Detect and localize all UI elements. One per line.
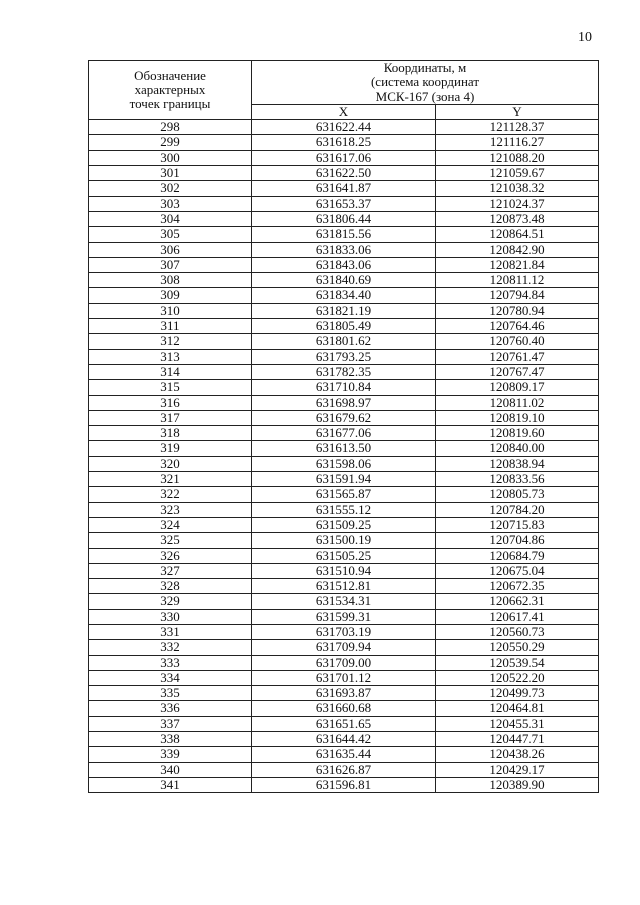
x-coordinate-cell: 631622.50	[252, 166, 436, 181]
point-header-line: характерных	[134, 81, 206, 97]
point-id-cell: 311	[89, 319, 252, 334]
y-coordinate-cell: 120764.46	[436, 319, 599, 334]
point-id-cell: 303	[89, 196, 252, 211]
point-id-cell: 326	[89, 548, 252, 563]
point-id-cell: 340	[89, 762, 252, 777]
x-coordinate-cell: 631679.62	[252, 410, 436, 425]
point-id-cell: 333	[89, 655, 252, 670]
x-coordinate-cell: 631500.19	[252, 533, 436, 548]
table-row	[89, 594, 599, 609]
point-id-cell: 321	[89, 472, 252, 487]
point-id-cell: 314	[89, 364, 252, 379]
table-row	[89, 701, 599, 716]
x-coordinate-cell: 631626.87	[252, 762, 436, 777]
point-id-cell: 318	[89, 426, 252, 441]
point-id-cell: 332	[89, 640, 252, 655]
y-coordinate-cell: 120522.20	[436, 670, 599, 685]
y-coordinate-cell: 120838.94	[436, 456, 599, 471]
table-header-row	[89, 61, 599, 105]
x-coordinate-cell: 631644.42	[252, 732, 436, 747]
y-coordinate-cell: 120684.79	[436, 548, 599, 563]
table-row	[89, 166, 599, 181]
x-coordinate-cell: 631653.37	[252, 196, 436, 211]
x-coordinate-cell: 631622.44	[252, 120, 436, 135]
point-id-cell: 334	[89, 670, 252, 685]
y-coordinate-cell: 120873.48	[436, 211, 599, 226]
table-row	[89, 319, 599, 334]
coordinates-header	[252, 61, 599, 105]
y-coordinate-cell: 120819.60	[436, 426, 599, 441]
y-coordinate-cell: 120840.00	[436, 441, 599, 456]
point-id-cell: 298	[89, 120, 252, 135]
table-row	[89, 380, 599, 395]
y-coordinate-cell: 121059.67	[436, 166, 599, 181]
y-coordinate-cell: 120819.10	[436, 410, 599, 425]
table-row	[89, 181, 599, 196]
y-coordinate-cell: 120809.17	[436, 380, 599, 395]
point-id-cell: 310	[89, 303, 252, 318]
point-id-cell: 341	[89, 777, 252, 792]
point-header-line: точек границы	[129, 96, 211, 112]
x-coordinate-cell: 631833.06	[252, 242, 436, 257]
x-coordinate-cell: 631677.06	[252, 426, 436, 441]
table-row	[89, 487, 599, 502]
point-id-cell: 317	[89, 410, 252, 425]
x-coordinate-cell: 631641.87	[252, 181, 436, 196]
point-id-cell: 316	[89, 395, 252, 410]
point-id-cell: 308	[89, 273, 252, 288]
table-row	[89, 288, 599, 303]
y-coordinate-cell: 120447.71	[436, 732, 599, 747]
point-id-cell: 337	[89, 716, 252, 731]
x-coordinate-cell: 631698.97	[252, 395, 436, 410]
point-id-cell: 330	[89, 609, 252, 624]
y-coordinate-cell: 120560.73	[436, 624, 599, 639]
x-coordinate-cell: 631793.25	[252, 349, 436, 364]
point-designation-header	[89, 61, 252, 120]
y-coordinate-cell: 120833.56	[436, 472, 599, 487]
table-row	[89, 364, 599, 379]
x-coordinate-cell: 631651.65	[252, 716, 436, 731]
point-id-cell: 312	[89, 334, 252, 349]
page-number: 10	[578, 30, 592, 45]
x-coordinate-cell: 631709.94	[252, 640, 436, 655]
point-header-line: Обозначение	[134, 67, 206, 83]
table-row	[89, 196, 599, 211]
x-coordinate-cell: 631840.69	[252, 273, 436, 288]
point-id-cell: 305	[89, 227, 252, 242]
x-coordinate-cell: 631599.31	[252, 609, 436, 624]
table-row	[89, 472, 599, 487]
point-id-cell: 327	[89, 563, 252, 578]
x-coordinate-cell: 631512.81	[252, 579, 436, 594]
x-coordinate-cell: 631509.25	[252, 517, 436, 532]
point-id-cell: 307	[89, 257, 252, 272]
y-coordinate-cell: 120455.31	[436, 716, 599, 731]
point-id-cell: 331	[89, 624, 252, 639]
point-id-cell: 320	[89, 456, 252, 471]
table-row	[89, 502, 599, 517]
x-coordinate-cell: 631660.68	[252, 701, 436, 716]
table-row	[89, 686, 599, 701]
y-coordinate-cell: 120811.02	[436, 395, 599, 410]
point-id-cell: 315	[89, 380, 252, 395]
point-id-cell: 299	[89, 135, 252, 150]
point-id-cell: 301	[89, 166, 252, 181]
table-row	[89, 150, 599, 165]
x-coordinate-cell: 631618.25	[252, 135, 436, 150]
table-row	[89, 257, 599, 272]
point-id-cell: 313	[89, 349, 252, 364]
x-coordinate-cell: 631843.06	[252, 257, 436, 272]
table-row	[89, 410, 599, 425]
x-column-header: X	[252, 104, 436, 119]
y-coordinate-cell: 120672.35	[436, 579, 599, 594]
y-coordinate-cell: 120767.47	[436, 364, 599, 379]
y-coordinate-cell: 120617.41	[436, 609, 599, 624]
x-coordinate-cell: 631591.94	[252, 472, 436, 487]
y-coordinate-cell: 120794.84	[436, 288, 599, 303]
point-id-cell: 323	[89, 502, 252, 517]
table-row	[89, 732, 599, 747]
y-coordinate-cell: 120715.83	[436, 517, 599, 532]
y-coordinate-cell: 120662.31	[436, 594, 599, 609]
point-id-cell: 329	[89, 594, 252, 609]
point-id-cell: 309	[89, 288, 252, 303]
x-coordinate-cell: 631596.81	[252, 777, 436, 792]
point-id-cell: 302	[89, 181, 252, 196]
table-row	[89, 242, 599, 257]
y-coordinate-cell: 120499.73	[436, 686, 599, 701]
x-coordinate-cell: 631703.19	[252, 624, 436, 639]
x-coordinate-cell: 631693.87	[252, 686, 436, 701]
x-coordinate-cell: 631701.12	[252, 670, 436, 685]
x-coordinate-cell: 631782.35	[252, 364, 436, 379]
x-coordinate-cell: 631555.12	[252, 502, 436, 517]
x-coordinate-cell: 631806.44	[252, 211, 436, 226]
table-row	[89, 655, 599, 670]
y-coordinate-cell: 120811.12	[436, 273, 599, 288]
table-row	[89, 762, 599, 777]
y-coordinate-cell: 120704.86	[436, 533, 599, 548]
x-coordinate-cell: 631635.44	[252, 747, 436, 762]
x-coordinate-cell: 631805.49	[252, 319, 436, 334]
table-row	[89, 441, 599, 456]
y-coordinate-cell: 120784.20	[436, 502, 599, 517]
x-coordinate-cell: 631617.06	[252, 150, 436, 165]
x-coordinate-cell: 631801.62	[252, 334, 436, 349]
y-coordinate-cell: 120842.90	[436, 242, 599, 257]
table-row	[89, 227, 599, 242]
point-id-cell: 325	[89, 533, 252, 548]
point-id-cell: 335	[89, 686, 252, 701]
table-row	[89, 548, 599, 563]
table-row	[89, 563, 599, 578]
table-row	[89, 747, 599, 762]
table-row	[89, 120, 599, 135]
point-id-cell: 322	[89, 487, 252, 502]
table-row	[89, 456, 599, 471]
y-coordinate-cell: 120821.84	[436, 257, 599, 272]
y-coordinate-cell: 120675.04	[436, 563, 599, 578]
point-id-cell: 339	[89, 747, 252, 762]
y-coordinate-cell: 121038.32	[436, 181, 599, 196]
point-id-cell: 338	[89, 732, 252, 747]
table-row	[89, 211, 599, 226]
table-row	[89, 777, 599, 792]
table-row	[89, 609, 599, 624]
x-coordinate-cell: 631598.06	[252, 456, 436, 471]
x-coordinate-cell: 631834.40	[252, 288, 436, 303]
point-id-cell: 336	[89, 701, 252, 716]
x-coordinate-cell: 631815.56	[252, 227, 436, 242]
table-row	[89, 533, 599, 548]
table-row	[89, 640, 599, 655]
table-row	[89, 670, 599, 685]
point-id-cell: 306	[89, 242, 252, 257]
x-coordinate-cell: 631613.50	[252, 441, 436, 456]
y-coordinate-cell: 120780.94	[436, 303, 599, 318]
table-row	[89, 517, 599, 532]
x-coordinate-cell: 631510.94	[252, 563, 436, 578]
x-coordinate-cell: 631710.84	[252, 380, 436, 395]
coords-header-line: Координаты, м	[383, 60, 467, 75]
x-coordinate-cell: 631534.31	[252, 594, 436, 609]
y-coordinate-cell: 120760.40	[436, 334, 599, 349]
y-coordinate-cell: 120464.81	[436, 701, 599, 716]
point-id-cell: 324	[89, 517, 252, 532]
table-row	[89, 395, 599, 410]
y-coordinate-cell: 121088.20	[436, 150, 599, 165]
x-coordinate-cell: 631821.19	[252, 303, 436, 318]
x-coordinate-cell: 631709.00	[252, 655, 436, 670]
table-row	[89, 349, 599, 364]
y-coordinate-cell: 120539.54	[436, 655, 599, 670]
y-coordinate-cell: 120761.47	[436, 349, 599, 364]
x-coordinate-cell: 631505.25	[252, 548, 436, 563]
y-coordinate-cell: 121024.37	[436, 196, 599, 211]
y-coordinate-cell: 120429.17	[436, 762, 599, 777]
coords-header-line: (система координат	[370, 74, 480, 90]
y-column-header: Y	[436, 104, 599, 119]
table-body	[89, 120, 599, 793]
point-id-cell: 319	[89, 441, 252, 456]
table-row	[89, 579, 599, 594]
point-id-cell: 304	[89, 211, 252, 226]
point-id-cell: 328	[89, 579, 252, 594]
y-coordinate-cell: 120805.73	[436, 487, 599, 502]
point-id-cell: 300	[89, 150, 252, 165]
table-row	[89, 334, 599, 349]
y-coordinate-cell: 121128.37	[436, 120, 599, 135]
x-coordinate-cell: 631565.87	[252, 487, 436, 502]
coords-header-line: МСК-167 (зона 4)	[375, 88, 475, 104]
table-row	[89, 716, 599, 731]
y-coordinate-cell: 120438.26	[436, 747, 599, 762]
table-row	[89, 135, 599, 150]
table-row	[89, 426, 599, 441]
y-coordinate-cell: 120550.29	[436, 640, 599, 655]
table-row	[89, 303, 599, 318]
coordinates-table	[88, 60, 599, 793]
y-coordinate-cell: 120864.51	[436, 227, 599, 242]
table-row	[89, 273, 599, 288]
table-row	[89, 624, 599, 639]
y-coordinate-cell: 121116.27	[436, 135, 599, 150]
y-coordinate-cell: 120389.90	[436, 777, 599, 792]
